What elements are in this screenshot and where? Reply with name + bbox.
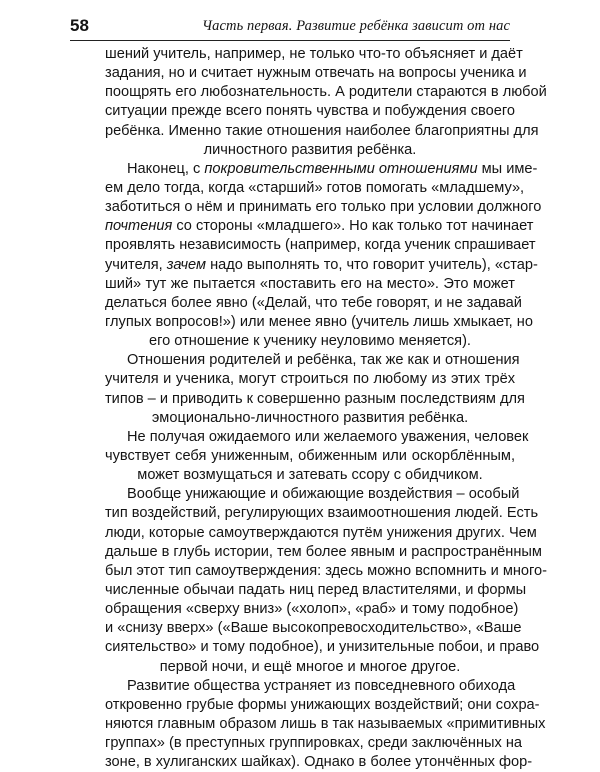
- text-run: надо выполнять то, что говорит учитель), «стар-: [206, 256, 538, 273]
- paragraph: [105, 160, 542, 351]
- text-run: люди, которые самоутверждаются путём унижения других. Чем: [105, 524, 537, 541]
- text-run: ем дело тогда, когда «старший» готов помогать «младшему»,: [105, 179, 525, 196]
- text-run: Не получая ожидаемого или желаемого уважения, человек: [127, 428, 529, 445]
- text-line: [105, 562, 548, 581]
- text-line: [105, 504, 539, 523]
- text-run: численные обычаи падать ниц перед властителями, и формы: [105, 581, 527, 598]
- text-run: со стороны «младшего». Но как только тот начинает: [172, 218, 534, 235]
- text-line: [105, 409, 515, 428]
- text-line: [105, 447, 515, 466]
- text-run: ситуации прежде всего понять чувства и побуждения своего: [105, 103, 515, 120]
- italic-phrase: зачем: [166, 256, 207, 273]
- text-run: тип воздействий, регулирующих взаимоотношения людей. Есть: [105, 505, 539, 522]
- text-line: [105, 543, 542, 562]
- text-run: ребёнка. Именно такие отношения наиболее благоприятны для: [105, 122, 539, 139]
- text-run: зоне, в хулиганских шайках). Однако в более утончённых фор-: [105, 754, 533, 771]
- text-run: типов – и приводить к совершенно разным последствиям для: [105, 390, 525, 407]
- text-line: [105, 351, 520, 370]
- text-run: мы име-: [477, 160, 538, 177]
- text-line: [105, 217, 534, 236]
- text-line: [105, 390, 525, 409]
- text-run: сиятельство» и тому подобное), и унизительные побои, и право: [105, 639, 540, 656]
- text-line: [105, 485, 520, 504]
- paragraph: [105, 45, 547, 160]
- body-text: [105, 45, 548, 772]
- text-line: [105, 466, 515, 485]
- text-line: [105, 294, 522, 313]
- text-run: Отношения родителей и ребёнка, так же как и отношения: [127, 352, 520, 369]
- text-run: ший» тут же пытается «поставить его на место». Это может: [105, 275, 515, 292]
- paragraph: [105, 677, 546, 772]
- text-run: чувствует себя униженным, обиженным или оскорблённым,: [105, 447, 515, 464]
- text-line: [105, 600, 519, 619]
- text-line: [105, 102, 515, 121]
- italic-phrase: почтения: [105, 218, 173, 235]
- text-line: [105, 198, 542, 217]
- text-run: личностного развития ребёнка.: [203, 141, 417, 158]
- page-number: 58: [70, 16, 89, 35]
- text-line: [105, 581, 527, 600]
- text-line: [105, 370, 515, 389]
- text-run: учителя,: [105, 256, 167, 273]
- text-run: и «снизу вверх» («Ваше высокопревосходительство», «Ваше: [105, 620, 522, 637]
- page-header: [70, 12, 510, 41]
- text-line: [105, 734, 523, 753]
- text-run: Развитие общества устраняет из повседневного обихода: [127, 677, 516, 694]
- text-line: [105, 179, 525, 198]
- text-line: [105, 313, 533, 332]
- text-line: [105, 141, 515, 160]
- text-line: [105, 753, 533, 772]
- text-run: шений учитель, например, не только что-то объясняет и даёт: [105, 46, 523, 62]
- text-line: [105, 275, 515, 294]
- paragraph: [105, 485, 548, 676]
- text-line: [105, 45, 523, 64]
- text-run: проявлять независимость (например, когда ученик спрашивает: [105, 237, 536, 254]
- text-run: откровенно грубые формы унижающих воздействий; они сохра-: [105, 696, 540, 713]
- text-line: [105, 160, 538, 179]
- text-line: [105, 428, 529, 447]
- text-line: [105, 619, 522, 638]
- italic-phrase: покровительственными отношениями: [204, 160, 478, 177]
- text-line: [105, 256, 538, 275]
- text-run: его отношение к ученику неуловимо меняется).: [149, 333, 471, 350]
- text-line: [105, 83, 547, 102]
- text-run: дальше в глубь истории, тем более явным и распространённым: [105, 543, 542, 560]
- running-title: Часть первая. Развитие ребёнка зависит от нас: [202, 18, 510, 34]
- text-line: [105, 332, 515, 351]
- text-run: первой ночи, и ещё многое и многое другое.: [159, 658, 461, 675]
- paragraph: [105, 351, 525, 428]
- paragraph: [105, 428, 529, 485]
- text-run: учителя и ученика, могут строиться по любому из этих трёх: [105, 371, 515, 388]
- text-run: Вообще унижающие и обижающие воздействия – особый: [127, 486, 520, 503]
- text-run: заботиться о нём и принимать его только при условии должного: [105, 199, 542, 216]
- text-run: няются главным образом лишь в так называемых «примитивных: [105, 715, 546, 732]
- text-line: [105, 236, 536, 255]
- text-run: поощрять его любознательность. А родители стараются в любой: [105, 84, 547, 101]
- text-run: глупых вопросов!») или менее явно (учитель лишь хмыкает, но: [105, 313, 533, 330]
- text-run: был этот тип самоутверждения: здесь можно вспомнить и много-: [105, 562, 548, 579]
- text-line: [105, 524, 537, 543]
- text-run: Наконец, с: [127, 160, 205, 177]
- text-run: может возмущаться и затевать ссору с обидчиком.: [137, 467, 483, 484]
- text-run: обращения «сверху вниз» («холоп», «раб» и тому подобное): [105, 601, 519, 618]
- text-run: эмоционально-личностного развития ребёнка.: [151, 409, 469, 426]
- text-line: [105, 658, 515, 677]
- text-line: [105, 715, 546, 734]
- text-run: группах» (в преступных группировках, среди заключённых на: [105, 735, 523, 752]
- text-line: [105, 696, 540, 715]
- text-line: [105, 677, 515, 696]
- text-run: делаться более явно («Делай, что тебе говорят, и не задавай: [105, 294, 522, 311]
- text-line: [105, 638, 540, 657]
- text-line: [105, 122, 539, 141]
- text-run: задания, но и считает нужным отвечать на вопросы ученика и: [105, 65, 527, 82]
- text-line: [105, 64, 527, 83]
